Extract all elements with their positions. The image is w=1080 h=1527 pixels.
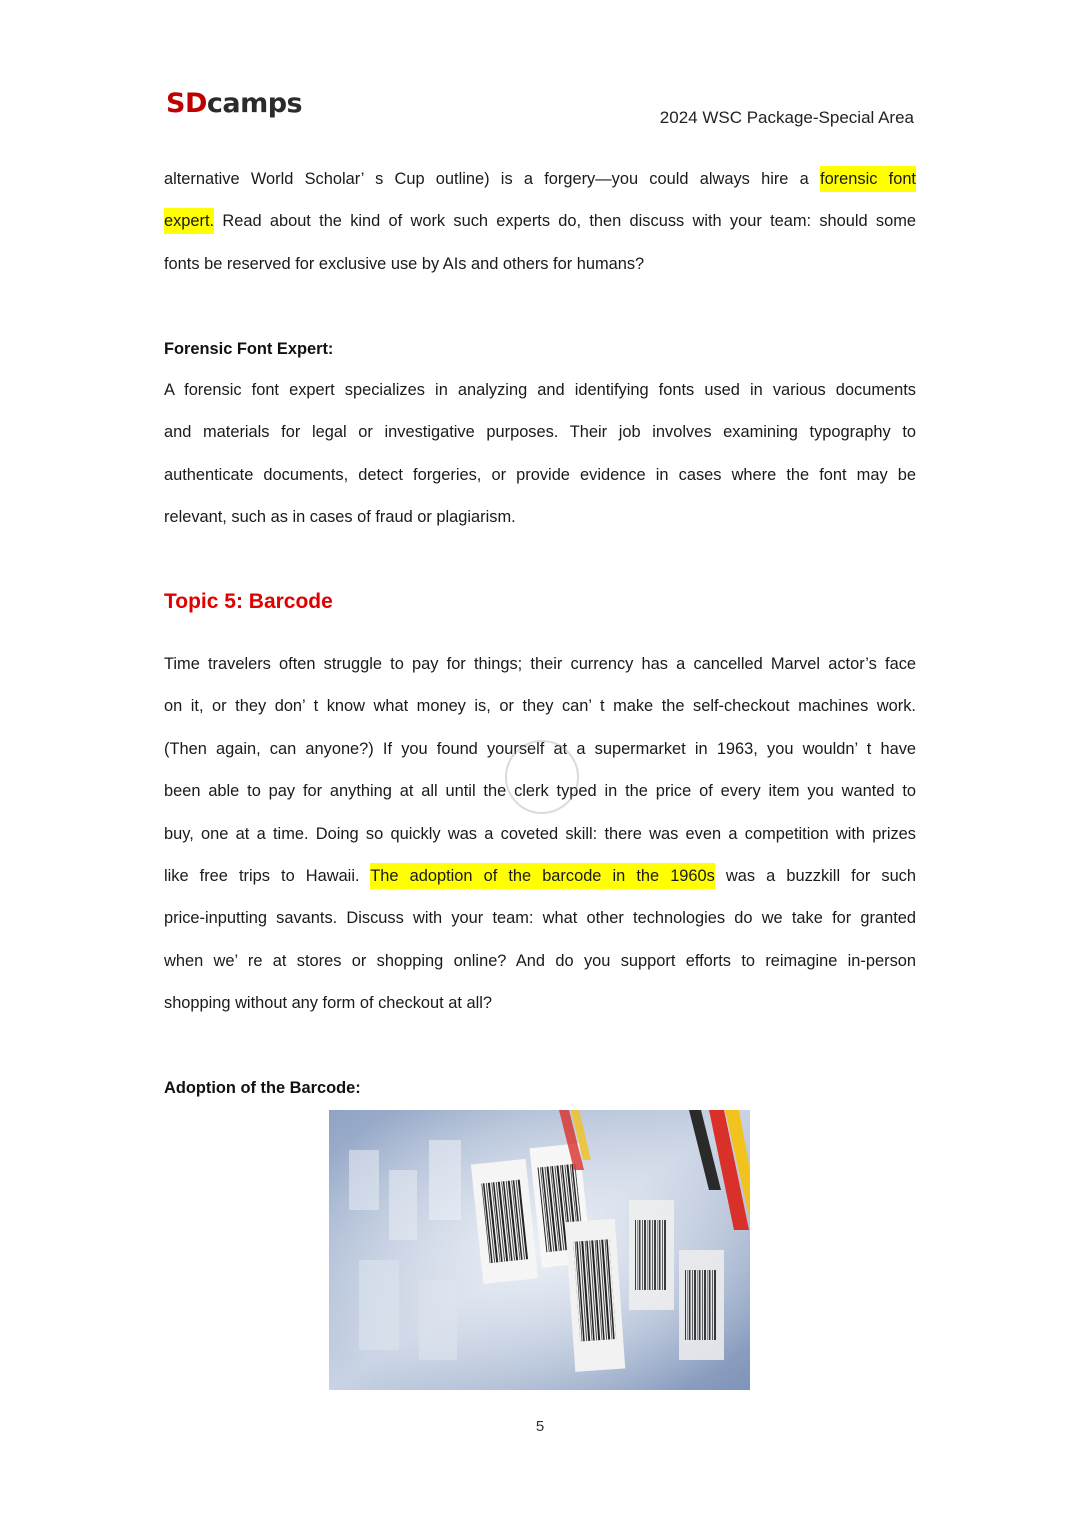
intro-text-1: alternative World Scholar’ s Cup outline) is a forgery—you could always hire a	[164, 170, 821, 188]
intro-text-2: Read about the kind of work such experts do, then discuss with your team: should some	[214, 212, 916, 231]
topic-line-7: price-inputting savants. Discuss with your team: what other technologies do we take for granted	[164, 909, 916, 928]
logo-camps: camps	[206, 88, 303, 119]
intro-line-3: fonts be reserved for exclusive use by AIs and others for humans?	[164, 254, 645, 273]
adoption-heading: Adoption of the Barcode:	[164, 1079, 361, 1097]
topic-paragraph	[164, 643, 916, 1025]
forensic-line: and materials for legal or investigative purposes. Their job involves examining typography to	[164, 423, 916, 442]
intro-line-2	[164, 200, 916, 242]
topic-line-9: shopping without any form of checkout at all?	[164, 994, 493, 1013]
forensic-line: authenticate documents, detect forgeries, or provide evidence in cases where the font may be	[164, 465, 916, 484]
topic-line-6	[164, 855, 916, 897]
forensic-paragraph	[164, 369, 916, 539]
forensic-line: A forensic font expert specializes in analyzing and identifying fonts used in various documents	[164, 381, 916, 399]
topic-line-3: (Then again, can anyone?) If you found yourself at a supermarket in 1963, you wouldn’ t have	[164, 739, 916, 758]
topic-heading: Topic 5: Barcode	[164, 590, 333, 613]
barcode-photo	[329, 1110, 750, 1390]
highlight-expert: expert.	[164, 208, 214, 234]
highlight-barcode-adoption: The adoption of the barcode in the 1960s	[370, 863, 715, 889]
header-title: 2024 WSC Package-Special Area	[659, 108, 914, 127]
intro-line-1	[164, 158, 916, 200]
topic-line-4: been able to pay for anything at all until the clerk typed in the price of every item you wanted to	[164, 782, 916, 801]
barcode-tags-image	[329, 1110, 750, 1390]
highlight-forensic-font: forensic font	[820, 166, 916, 192]
logo-sd: SD	[166, 88, 207, 119]
sdcamps-logo	[166, 88, 302, 119]
forensic-heading: Forensic Font Expert:	[164, 340, 334, 358]
forensic-line: relevant, such as in cases of fraud or plagiarism.	[164, 508, 516, 527]
page-number: 5	[535, 1418, 545, 1435]
topic-text-6a: like free trips to Hawaii.	[164, 866, 371, 885]
topic-line-8: when we’ re at stores or shopping online? And do you support efforts to reimagine in-person	[164, 951, 916, 970]
topic-text-6b: was a buzzkill for such	[714, 866, 916, 885]
topic-line-5: buy, one at a time. Doing so quickly was a coveted skill: there was even a competition with prizes	[164, 824, 916, 843]
intro-paragraph	[164, 158, 916, 285]
topic-line-1: Time travelers often struggle to pay for things; their currency has a cancelled Marvel actor’s face	[164, 655, 916, 673]
topic-line-2: on it, or they don’ t know what money is, or they can’ t make the self-checkout machines work.	[164, 697, 916, 716]
